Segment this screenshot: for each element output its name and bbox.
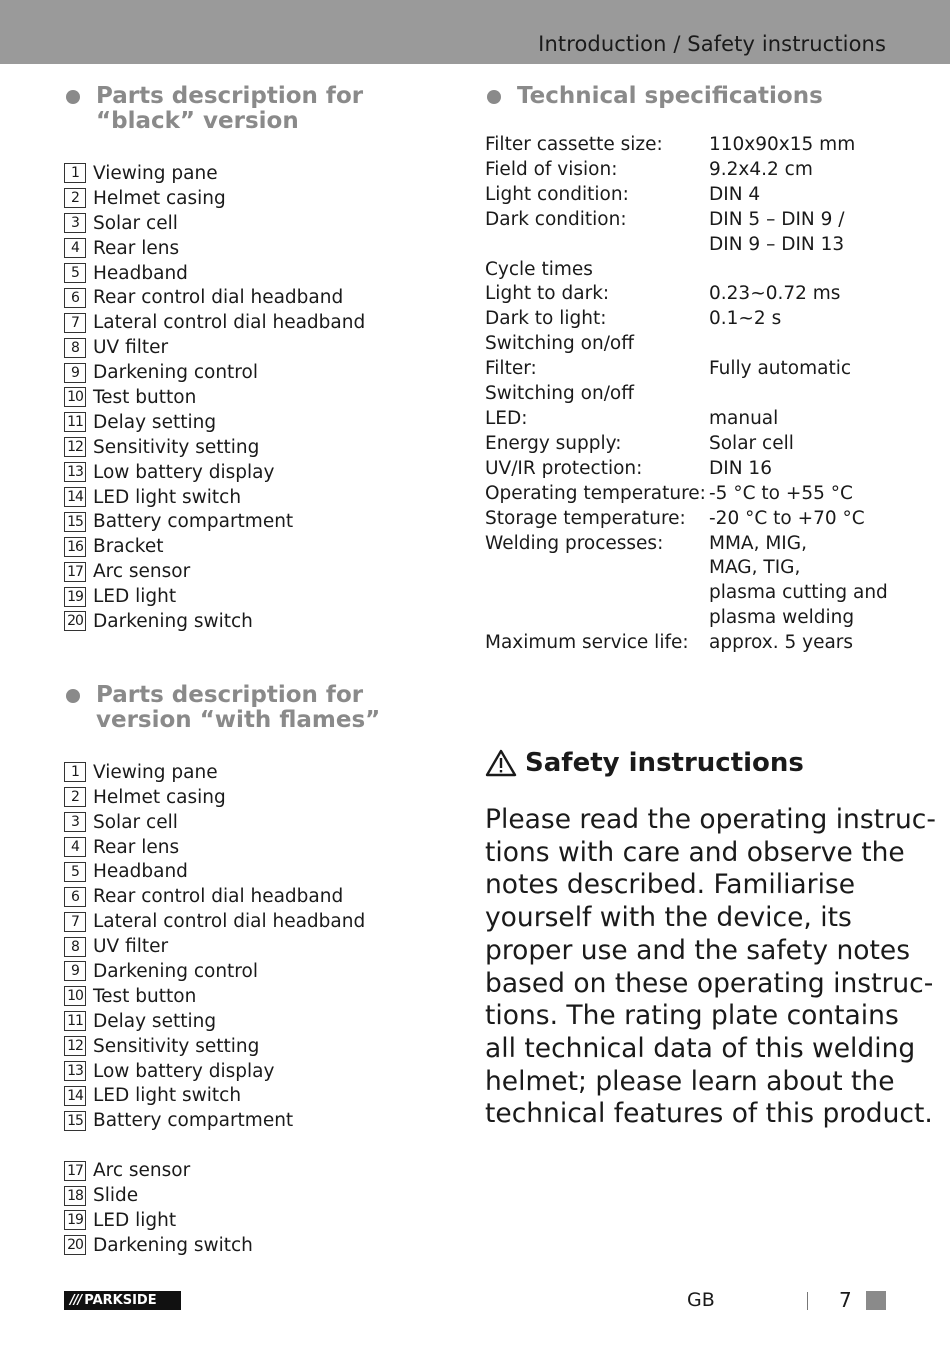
- part-number: 11: [64, 412, 86, 432]
- part-item: [64, 1009, 454, 1034]
- part-label: Viewing pane: [93, 162, 218, 184]
- part-item: [64, 285, 454, 310]
- part-number: 16: [64, 537, 86, 557]
- part-item: [64, 984, 454, 1009]
- safety-heading: [485, 748, 895, 778]
- parkside-logo: [64, 1291, 181, 1310]
- heading-line: version “with flames”: [96, 706, 381, 733]
- footer-divider: [807, 1292, 808, 1310]
- header-bar: [0, 0, 950, 64]
- part-item: [64, 335, 454, 360]
- part-label: Arc sensor: [93, 561, 191, 583]
- part-item: [64, 485, 454, 510]
- spec-values: [709, 507, 895, 532]
- spec-values: [709, 133, 895, 158]
- part-item: [64, 609, 454, 634]
- spec-row: [485, 357, 895, 382]
- right-column: [485, 83, 936, 1131]
- warning-triangle-icon: [485, 749, 517, 777]
- part-item: [64, 1108, 454, 1133]
- part-label: Low battery display: [93, 1060, 275, 1082]
- part-label: Solar cell: [93, 811, 178, 833]
- part-label: Low battery display: [93, 461, 275, 483]
- part-number: 11: [64, 1011, 86, 1031]
- bullet-icon: [66, 689, 80, 703]
- spec-row: [485, 133, 895, 158]
- safety-text-line: proper use and the safety notes: [485, 934, 910, 966]
- bullet-icon: [487, 90, 501, 104]
- part-number: 8: [64, 338, 86, 358]
- spec-values: [709, 332, 895, 357]
- part-number: 12: [64, 1036, 86, 1056]
- spec-row: [485, 307, 895, 332]
- footer-language: GB: [687, 1289, 715, 1311]
- footer-square-marker: [866, 1291, 886, 1310]
- spec-label: Switching on/off: [485, 333, 634, 355]
- spec-label: Field of vision:: [485, 158, 618, 180]
- part-label: Bracket: [93, 536, 164, 558]
- part-number: 8: [64, 937, 86, 957]
- part-number: 1: [64, 163, 86, 183]
- part-item: [64, 1084, 454, 1109]
- spec-value: 0.1~2 s: [709, 308, 782, 330]
- spec-values: [709, 158, 895, 183]
- safety-text-line: all technical data of this welding: [485, 1032, 916, 1064]
- part-number: 9: [64, 363, 86, 383]
- part-item: [64, 1183, 454, 1208]
- spec-value: DIN 16: [709, 457, 772, 479]
- spec-values: [709, 631, 895, 656]
- part-item: [64, 1158, 454, 1183]
- safety-text-line: tions with care and observe the: [485, 836, 905, 868]
- part-label: Sensitivity setting: [93, 436, 260, 458]
- spec-label: Light to dark:: [485, 283, 610, 305]
- safety-text-line: Please read the operating instruc-: [485, 804, 936, 836]
- spec-label: Welding processes:: [485, 532, 664, 554]
- spec-label: LED:: [485, 407, 528, 429]
- part-label: Helmet casing: [93, 786, 226, 808]
- part-item: [64, 435, 454, 460]
- part-label: Arc sensor: [93, 1160, 191, 1182]
- spec-values: [709, 457, 895, 482]
- part-item: [64, 559, 454, 584]
- part-number: 4: [64, 238, 86, 258]
- heading-line: “black” version: [96, 108, 299, 134]
- spec-values: [709, 382, 895, 407]
- part-number: 10: [64, 387, 86, 407]
- part-label: Test button: [93, 985, 197, 1007]
- part-number: 2: [64, 787, 86, 807]
- part-label: Test button: [93, 386, 197, 408]
- black-version-heading: [64, 84, 454, 134]
- safety-text-line: yourself with the device, its: [485, 902, 852, 934]
- part-item: [64, 1059, 454, 1084]
- part-item: [64, 360, 454, 385]
- part-item: [64, 785, 454, 810]
- spec-value: plasma cutting and: [709, 582, 888, 604]
- spec-row: [485, 332, 895, 357]
- part-number: 3: [64, 812, 86, 832]
- spec-values: [709, 282, 895, 307]
- part-item: [64, 236, 454, 261]
- part-label: Headband: [93, 262, 188, 284]
- part-number: 19: [64, 587, 86, 607]
- part-number: 18: [64, 1186, 86, 1206]
- part-item: [64, 1034, 454, 1059]
- spec-label: Dark to light:: [485, 308, 607, 330]
- part-number: 17: [64, 562, 86, 582]
- spec-row: [485, 158, 895, 183]
- part-label: UV filter: [93, 337, 169, 359]
- spec-value: DIN 9 – DIN 13: [709, 233, 845, 255]
- spec-row: [485, 432, 895, 457]
- part-label: LED light switch: [93, 1085, 242, 1107]
- part-number: 9: [64, 961, 86, 981]
- part-label: Rear lens: [93, 836, 180, 858]
- bullet-icon: [66, 90, 80, 104]
- part-label: Rear lens: [93, 237, 180, 259]
- tech-specs-heading: [485, 84, 895, 109]
- spec-label: Filter:: [485, 358, 537, 380]
- part-number: 6: [64, 887, 86, 907]
- spec-row: [485, 382, 895, 407]
- part-label: LED light: [93, 1209, 177, 1231]
- part-label: Lateral control dial headband: [93, 911, 366, 933]
- logo-stripes-icon: ///: [70, 1293, 82, 1308]
- part-label: LED light switch: [93, 486, 242, 508]
- spec-label: Light condition:: [485, 183, 629, 205]
- part-item: [64, 261, 454, 286]
- safety-paragraph: [485, 804, 936, 1131]
- spec-row: [485, 407, 895, 432]
- spec-value: 9.2x4.2 cm: [709, 158, 813, 180]
- spec-label: Storage temperature:: [485, 507, 686, 529]
- part-label: Rear control dial headband: [93, 287, 344, 309]
- spec-value: DIN 4: [709, 183, 761, 205]
- specs-table: [485, 133, 895, 656]
- page-number: 7: [839, 1288, 852, 1312]
- part-number: 5: [64, 862, 86, 882]
- spec-row: [485, 208, 895, 258]
- spec-row: [485, 482, 895, 507]
- part-item: [64, 534, 454, 559]
- part-number: 2: [64, 188, 86, 208]
- safety-text-line: tions. The rating plate contains: [485, 1000, 899, 1032]
- part-label: Battery compartment: [93, 1110, 294, 1132]
- spec-values: [709, 432, 895, 457]
- safety-text-line: helmet; please learn about the: [485, 1065, 895, 1097]
- part-label: Lateral control dial headband: [93, 312, 366, 334]
- spec-label: Energy supply:: [485, 432, 622, 454]
- part-label: Darkening control: [93, 362, 258, 384]
- part-item: [64, 460, 454, 485]
- part-item: [64, 584, 454, 609]
- part-item: [64, 211, 454, 236]
- spec-value: -20 °C to +70 °C: [709, 507, 865, 529]
- flames-parts-list: [64, 760, 454, 1133]
- spec-label: UV/IR protection:: [485, 457, 643, 479]
- part-item: [64, 310, 454, 335]
- spec-label: Dark condition:: [485, 208, 627, 230]
- part-label: LED light: [93, 586, 177, 608]
- spec-value: plasma welding: [709, 607, 855, 629]
- part-label: Slide: [93, 1185, 139, 1206]
- part-number: 5: [64, 263, 86, 283]
- spec-value: Solar cell: [709, 432, 794, 454]
- part-item: [64, 1208, 454, 1233]
- spec-values: [709, 258, 895, 283]
- part-label: Rear control dial headband: [93, 886, 344, 908]
- part-item: [64, 810, 454, 835]
- part-number: 19: [64, 1210, 86, 1230]
- flames-version-heading: [64, 683, 454, 733]
- spec-row: [485, 258, 895, 283]
- flames-parts-list-continued: [64, 1158, 454, 1258]
- spec-values: [709, 357, 895, 382]
- page-header-title: Introduction / Safety instructions: [538, 32, 886, 56]
- heading-line: Parts description for: [96, 681, 364, 708]
- part-number: 13: [64, 462, 86, 482]
- part-number: 13: [64, 1061, 86, 1081]
- part-number: 15: [64, 1111, 86, 1131]
- spec-values: [709, 482, 895, 507]
- spec-value: 0.23~0.72 ms: [709, 283, 841, 305]
- spec-label: Operating temperature:: [485, 482, 706, 504]
- logo-text: PARKSIDE: [84, 1293, 157, 1308]
- part-label: Darkening switch: [93, 1234, 253, 1256]
- part-label: Solar cell: [93, 212, 178, 234]
- part-item: [64, 959, 454, 984]
- spec-values: [709, 208, 895, 258]
- left-column: [64, 84, 454, 1258]
- spec-label: Maximum service life:: [485, 632, 689, 654]
- spec-value: 110x90x15 mm: [709, 134, 856, 155]
- part-number: 6: [64, 288, 86, 308]
- safety-text-line: technical features of this product.: [485, 1098, 933, 1130]
- spec-value: MAG, TIG,: [709, 557, 801, 579]
- safety-text-line: notes described. Familiarise: [485, 869, 856, 901]
- black-parts-list: [64, 161, 454, 634]
- spec-values: [709, 407, 895, 432]
- spec-label: Filter cassette size:: [485, 134, 663, 155]
- part-item: [64, 509, 454, 534]
- part-label: Headband: [93, 861, 188, 883]
- heading-line: Technical specifications: [517, 83, 823, 109]
- part-item: [64, 161, 454, 186]
- spec-row: [485, 183, 895, 208]
- part-item: [64, 186, 454, 211]
- spec-row: [485, 282, 895, 307]
- spec-label: Cycle times: [485, 258, 593, 280]
- part-number: 7: [64, 912, 86, 932]
- spec-row: [485, 532, 895, 632]
- spec-value: approx. 5 years: [709, 632, 854, 654]
- part-label: Battery compartment: [93, 511, 294, 533]
- part-label: Sensitivity setting: [93, 1035, 260, 1057]
- safety-text-line: based on these operating instruc-: [485, 967, 934, 999]
- spec-value: DIN 5 – DIN 9 /: [709, 208, 845, 230]
- part-number: 12: [64, 437, 86, 457]
- spec-value: Fully automatic: [709, 358, 852, 380]
- part-label: UV filter: [93, 936, 169, 958]
- heading-line: Parts description for: [96, 83, 364, 109]
- part-item: [64, 909, 454, 934]
- spec-value: manual: [709, 407, 779, 429]
- part-label: Delay setting: [93, 411, 217, 433]
- part-item: [64, 835, 454, 860]
- part-number: 20: [64, 1235, 86, 1255]
- part-number: 20: [64, 611, 86, 631]
- part-item: [64, 884, 454, 909]
- spec-value: MMA, MIG,: [709, 532, 807, 554]
- part-item: [64, 410, 454, 435]
- part-number: 1: [64, 762, 86, 782]
- spec-label: Switching on/off: [485, 383, 634, 405]
- part-number: 14: [64, 1086, 86, 1106]
- list-gap: [64, 1133, 454, 1158]
- part-item: [64, 859, 454, 884]
- spec-row: [485, 507, 895, 532]
- spec-row: [485, 631, 895, 656]
- part-item: [64, 385, 454, 410]
- part-label: Darkening switch: [93, 610, 253, 632]
- spec-value: -5 °C to +55 °C: [709, 482, 853, 504]
- part-number: 15: [64, 512, 86, 532]
- part-item: [64, 760, 454, 785]
- spec-values: [709, 183, 895, 208]
- part-number: 17: [64, 1161, 86, 1181]
- part-number: 7: [64, 313, 86, 333]
- part-item: [64, 1233, 454, 1258]
- part-label: Helmet casing: [93, 187, 226, 209]
- part-item: [64, 934, 454, 959]
- part-number: 14: [64, 487, 86, 507]
- part-number: 10: [64, 986, 86, 1006]
- part-label: Delay setting: [93, 1010, 217, 1032]
- spec-values: [709, 307, 895, 332]
- safety-heading-text: Safety instructions: [525, 748, 804, 779]
- part-number: 3: [64, 213, 86, 233]
- part-label: Darkening control: [93, 960, 258, 982]
- part-number: 4: [64, 837, 86, 857]
- part-label: Viewing pane: [93, 761, 218, 783]
- spec-row: [485, 457, 895, 482]
- spec-values: [709, 532, 895, 632]
